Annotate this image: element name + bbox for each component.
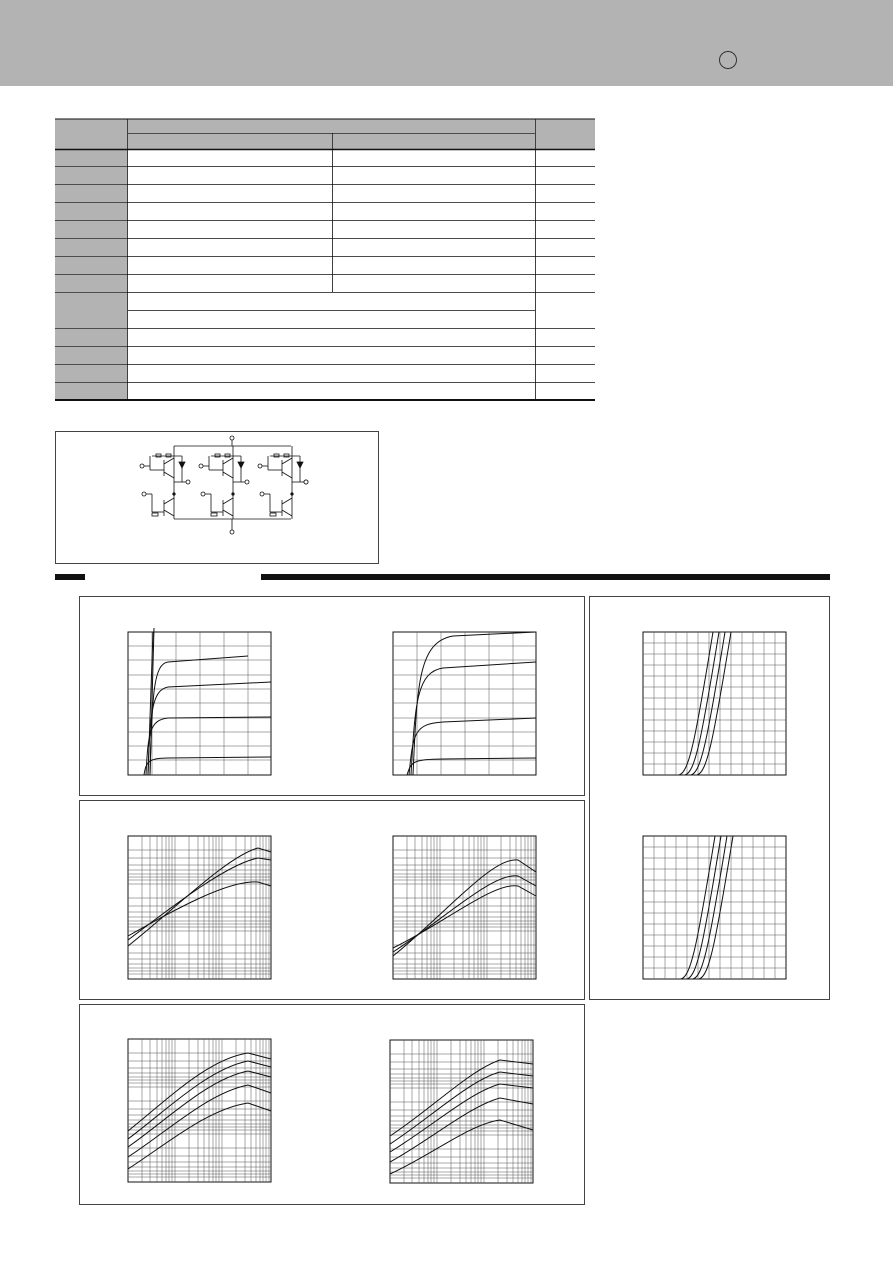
graph-5 (128, 836, 271, 979)
graph-8 (390, 1040, 533, 1183)
graph-7 (128, 1039, 271, 1182)
graph-2 (393, 632, 536, 775)
graph-3 (643, 632, 786, 775)
graph-6 (393, 836, 536, 979)
graph-4 (643, 836, 786, 979)
graph-1 (128, 628, 271, 775)
